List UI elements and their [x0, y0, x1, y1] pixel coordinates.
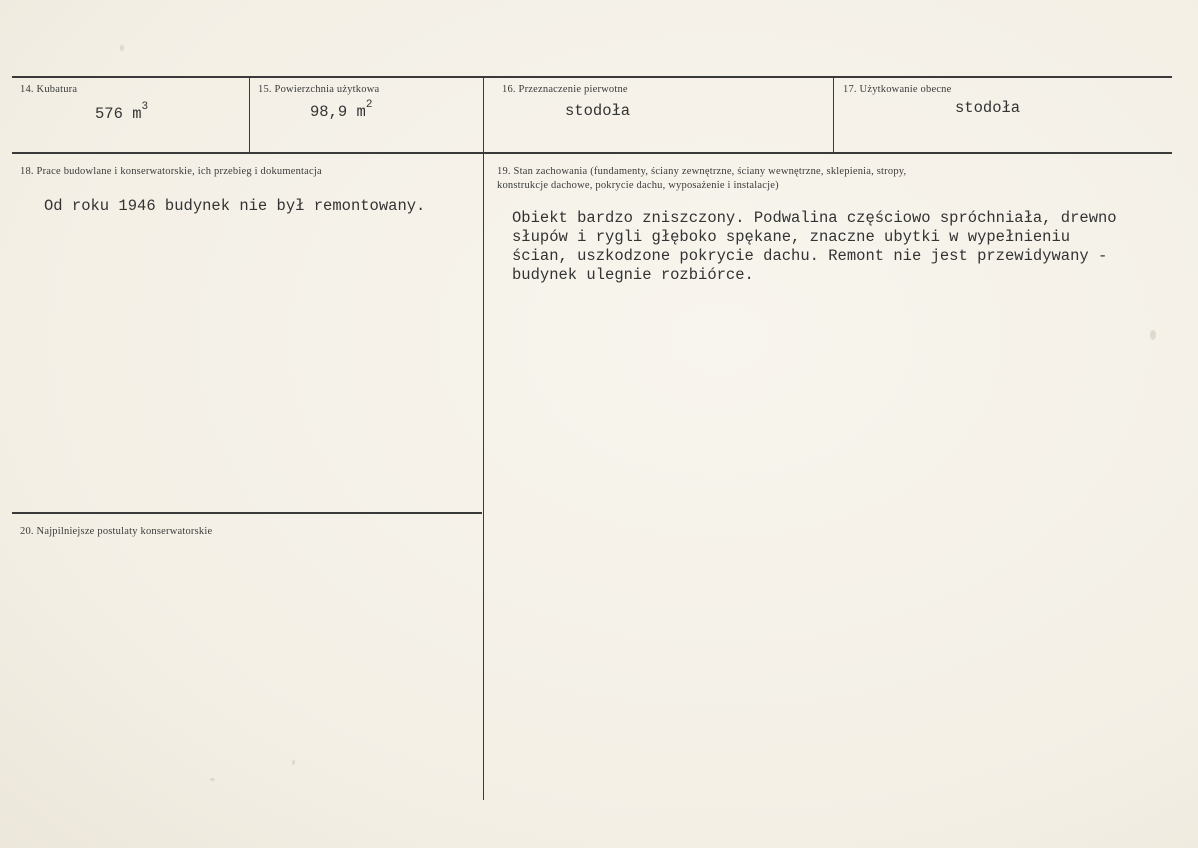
- field-17-value: stodoła: [955, 99, 1021, 117]
- field-18-label: 18. Prace budowlane i konserwatorskie, ich przebieg i dokumentacja: [20, 166, 322, 177]
- field-17-label: 17. Użytkowanie obecne: [843, 84, 952, 95]
- paper-speck: [210, 778, 215, 781]
- paper-speck: [292, 760, 295, 765]
- field-19-line-1: Obiekt bardzo zniszczony. Podwalina częściowo spróchniała, drewno: [512, 209, 1117, 227]
- row-divider: [12, 152, 1172, 154]
- field-18-value: Od roku 1946 budynek nie był remontowany.: [44, 197, 426, 215]
- paper-speck: [1150, 330, 1156, 340]
- field-19-line-2: słupów i rygli głęboko spękane, znaczne ubytki w wypełnieniu: [512, 228, 1071, 246]
- divider-14-15: [249, 77, 250, 152]
- field-14-value: 576 $m^3$: [95, 101, 149, 124]
- paper-speck: [120, 45, 124, 51]
- field-16-value: stodoła: [565, 102, 631, 120]
- field-20-label: 20. Najpilniejsze postulaty konserwatorskie: [20, 526, 213, 537]
- field-15-label: 15. Powierzchnia użytkowa: [258, 84, 380, 95]
- divider-16-17: [833, 77, 834, 152]
- top-rule: [12, 76, 1172, 78]
- left-column-divider: [12, 512, 482, 514]
- field-19-label-line2: konstrukcje dachowe, pokrycie dachu, wyposażenie i instalacje): [497, 180, 779, 191]
- field-16-label: 16. Przeznaczenie pierwotne: [502, 84, 628, 95]
- divider-15-16: [483, 77, 484, 800]
- field-15-value: 98,9 $m^2$: [310, 99, 373, 122]
- field-14-label: 14. Kubatura: [20, 84, 78, 95]
- field-19-line-3: ścian, uszkodzone pokrycie dachu. Remont nie jest przewidywany -: [512, 247, 1108, 265]
- field-19-line-4: budynek ulegnie rozbiórce.: [512, 266, 754, 284]
- field-19-label-line1: 19. Stan zachowania (fundamenty, ściany zewnętrzne, ściany wewnętrzne, sklepienia, stropy,: [497, 166, 907, 177]
